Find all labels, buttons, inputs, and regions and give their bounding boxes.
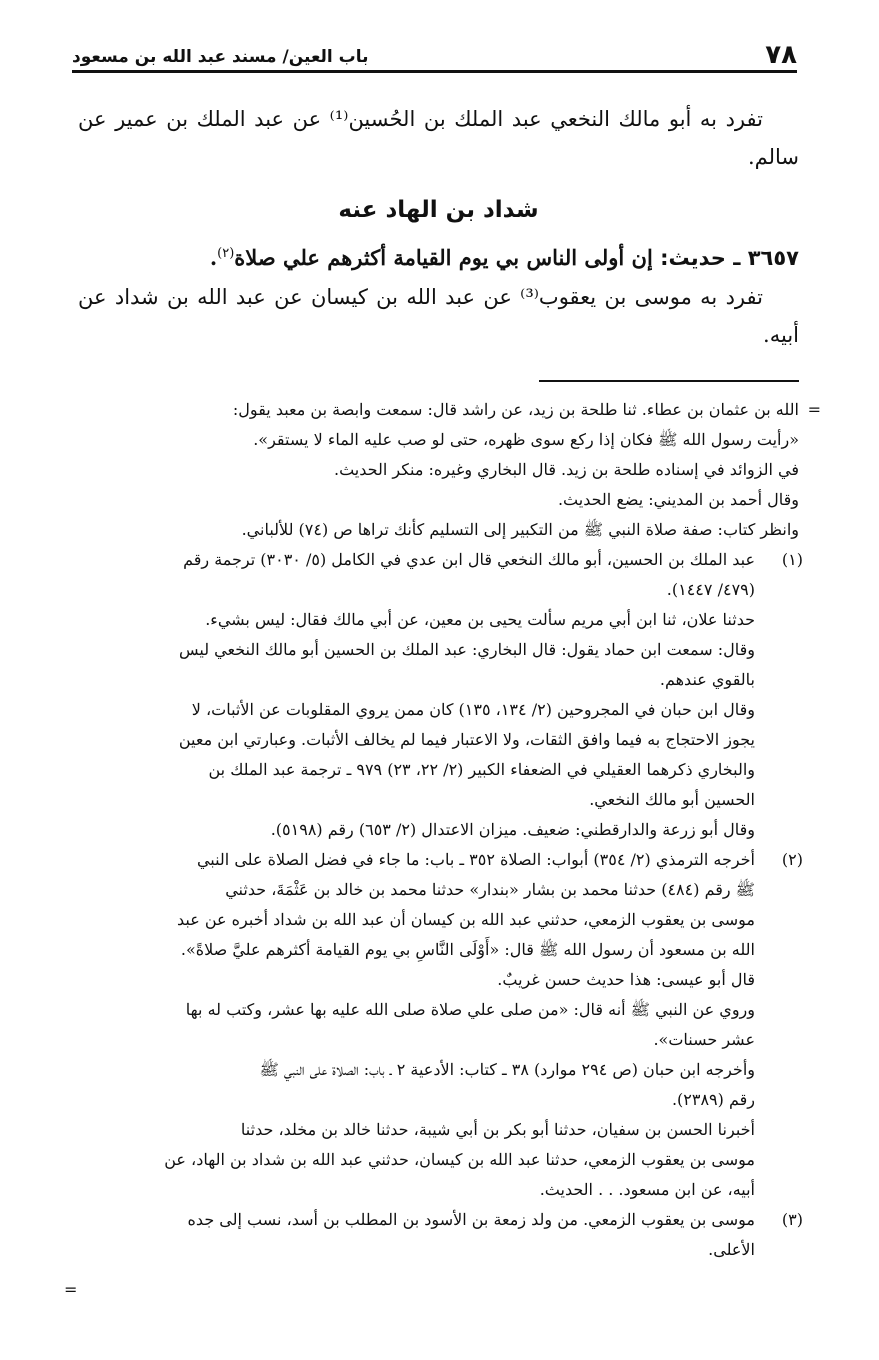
footnote-number: (٣)	[781, 1210, 803, 1229]
note-line: (٤٧٩/ ١٤٤٧).	[666, 580, 755, 599]
footnotes	[78, 395, 821, 1265]
footnote-3	[78, 1205, 803, 1265]
note-line: حدثنا علان، ثنا ابن أبي مريم سألت يحيى بن معين، عن أبي مالك فقال: ليس بشيء.	[205, 610, 755, 629]
note-line: عبد الملك بن الحسين، أبو مالك النخعي قال ابن عدي في الكامل (٥/ ٣٠٣٠) ترجمة رقم	[183, 550, 755, 569]
hadith-entry	[78, 234, 799, 278]
note-line: وروي عن النبي ﷺ أنه قال: «من صلى علي صلاة صلى الله عليه بها عشر، وكتب له بها	[185, 1000, 755, 1019]
note-line: وانظر كتاب: صفة صلاة النبي ﷺ من التكبير إلى التسليم كأنك تراها ص (٧٤) للألباني.	[241, 520, 799, 539]
note-line: وقال أحمد بن المديني: يضع الحديث.	[557, 490, 799, 509]
section-title: شداد بن الهاد عنه	[338, 197, 539, 223]
note-line: أخبرنا الحسن بن سفيان، حدثنا أبو بكر بن أبي شيبة، حدثنا خالد بن مخلد، حدثنا	[240, 1120, 755, 1139]
note-line: الله بن مسعود أن رسول الله ﷺ قال: «أَوْلَى النَّاسِ بي يوم القيامة أكثرهم عليَّ صلاةً».	[180, 940, 755, 959]
continued-note	[78, 395, 821, 545]
note-line: موسى بن يعقوب الزمعي. من ولد زمعة بن الأسود بن المطلب بن أسد، نسب إلى جده	[187, 1210, 755, 1229]
running-head: باب العين/ مسند عبد الله بن مسعود	[72, 47, 369, 67]
note-line: قال أبو عيسى: هذا حديث حسن غريبٌ.	[497, 970, 755, 989]
note-line: عشر حسنات».	[653, 1030, 755, 1049]
hadith-text: إن أولى الناس بي يوم القيامة أكثرهم علي صلاة	[234, 245, 653, 270]
note-line: موسى بن يعقوب الزمعي، حدثني عبد الله بن كيسان أن عبد الله بن شداد أخبره عن عبد	[176, 910, 755, 929]
note-line: ﷺ رقم (٤٨٤) حدثنا محمد بن بشار «بندار» حدثنا محمد بن خالد بن عَثْمَةَ، حدثني	[225, 880, 755, 899]
footnote-2	[78, 845, 803, 1205]
note-line: وقال ابن حبان في المجروحين (٢/ ١٣٤، ١٣٥) كان ممن يروي المقلوبات عن الأثبات، لا	[191, 700, 755, 719]
note-line: رقم (٢٣٨٩).	[671, 1090, 755, 1109]
hadith-keyword: ـ حديث:	[660, 246, 741, 270]
note-line: في الزوائد في إسناده طلحة بن زيد. قال البخاري وغيره: منكر الحديث.	[333, 460, 799, 479]
footnote-separator	[539, 380, 799, 382]
footnote-number: (٢)	[781, 850, 803, 869]
note-line: الحسين أبو مالك النخعي.	[589, 790, 755, 809]
footnote-number: (١)	[781, 550, 803, 569]
footnote-1	[78, 545, 803, 845]
note-line: أخرجه الترمذي (٢/ ٣٥٤) أبواب: الصلاة ٣٥٢ ـ باب: ما جاء في فضل الصلاة على النبي	[196, 850, 755, 869]
note-line: وأخرجه ابن حبان (ص ٢٩٤ موارد) ٣٨ ـ كتاب: الأدعية ٢ ـ باب: الصلاة على النبي ﷺ	[259, 1060, 755, 1079]
page-number: ٧٨	[765, 40, 797, 70]
note-line: أبيه، عن ابن مسعود. . . الحديث.	[539, 1180, 755, 1199]
hadith-end: .	[209, 245, 218, 270]
main-text	[78, 100, 799, 354]
note-line: الأعلى.	[708, 1240, 755, 1259]
paragraph-1: تفرد به أبو مالك النخعي عبد الملك بن الحُسين⁽¹⁾ عن عبد الملك بن عمير عن سالم.	[78, 107, 799, 169]
page-header	[72, 36, 797, 73]
note-line: وقال: سمعت ابن حماد يقول: قال البخاري: عبد الملك بن الحسين أبو مالك النخعي ليس	[178, 640, 755, 659]
note-line: يجوز الاحتجاج به فيما وافق الثقات، ولا الاعتبار فيما لم يخالف الأثبات. وعبارتي ابن معين	[178, 730, 755, 749]
hadith-number: ٣٦٥٧	[747, 246, 799, 270]
note-line: موسى بن يعقوب الزمعي، حدثنا عبد الله بن كيسان، حدثني عبد الله بن شداد بن الهاد، عن	[164, 1150, 755, 1169]
note-line: وقال أبو زرعة والدارقطني: ضعيف. ميزان الاعتدال (٢/ ٦٥٣) رقم (٥١٩٨).	[270, 820, 755, 839]
note-line: بالقوي عندهم.	[659, 670, 755, 689]
footnote-ref-2: (٢)	[217, 246, 235, 261]
note-line: الله بن عثمان بن عطاء. ثنا طلحة بن زيد، عن راشد قال: سمعت وابصة بن معبد يقول:	[232, 400, 799, 419]
note-line: «رأيت رسول الله ﷺ فكان إذا ركع سوى ظهره، حتى لو صب عليه الماء لا يستقر».	[253, 430, 799, 449]
note-line: والبخاري ذكرهما العقيلي في الضعفاء الكبير (٢/ ٢٢، ٢٣) ٩٧٩ ـ ترجمة عبد الملك بن	[208, 760, 755, 779]
continuation-mark-bottom: =	[64, 1280, 78, 1299]
paragraph-2: تفرد به موسى بن يعقوب⁽³⁾ عن عبد الله بن كيسان عن عبد الله بن شداد عن أبيه.	[78, 285, 799, 347]
continuation-mark: =	[807, 400, 821, 419]
